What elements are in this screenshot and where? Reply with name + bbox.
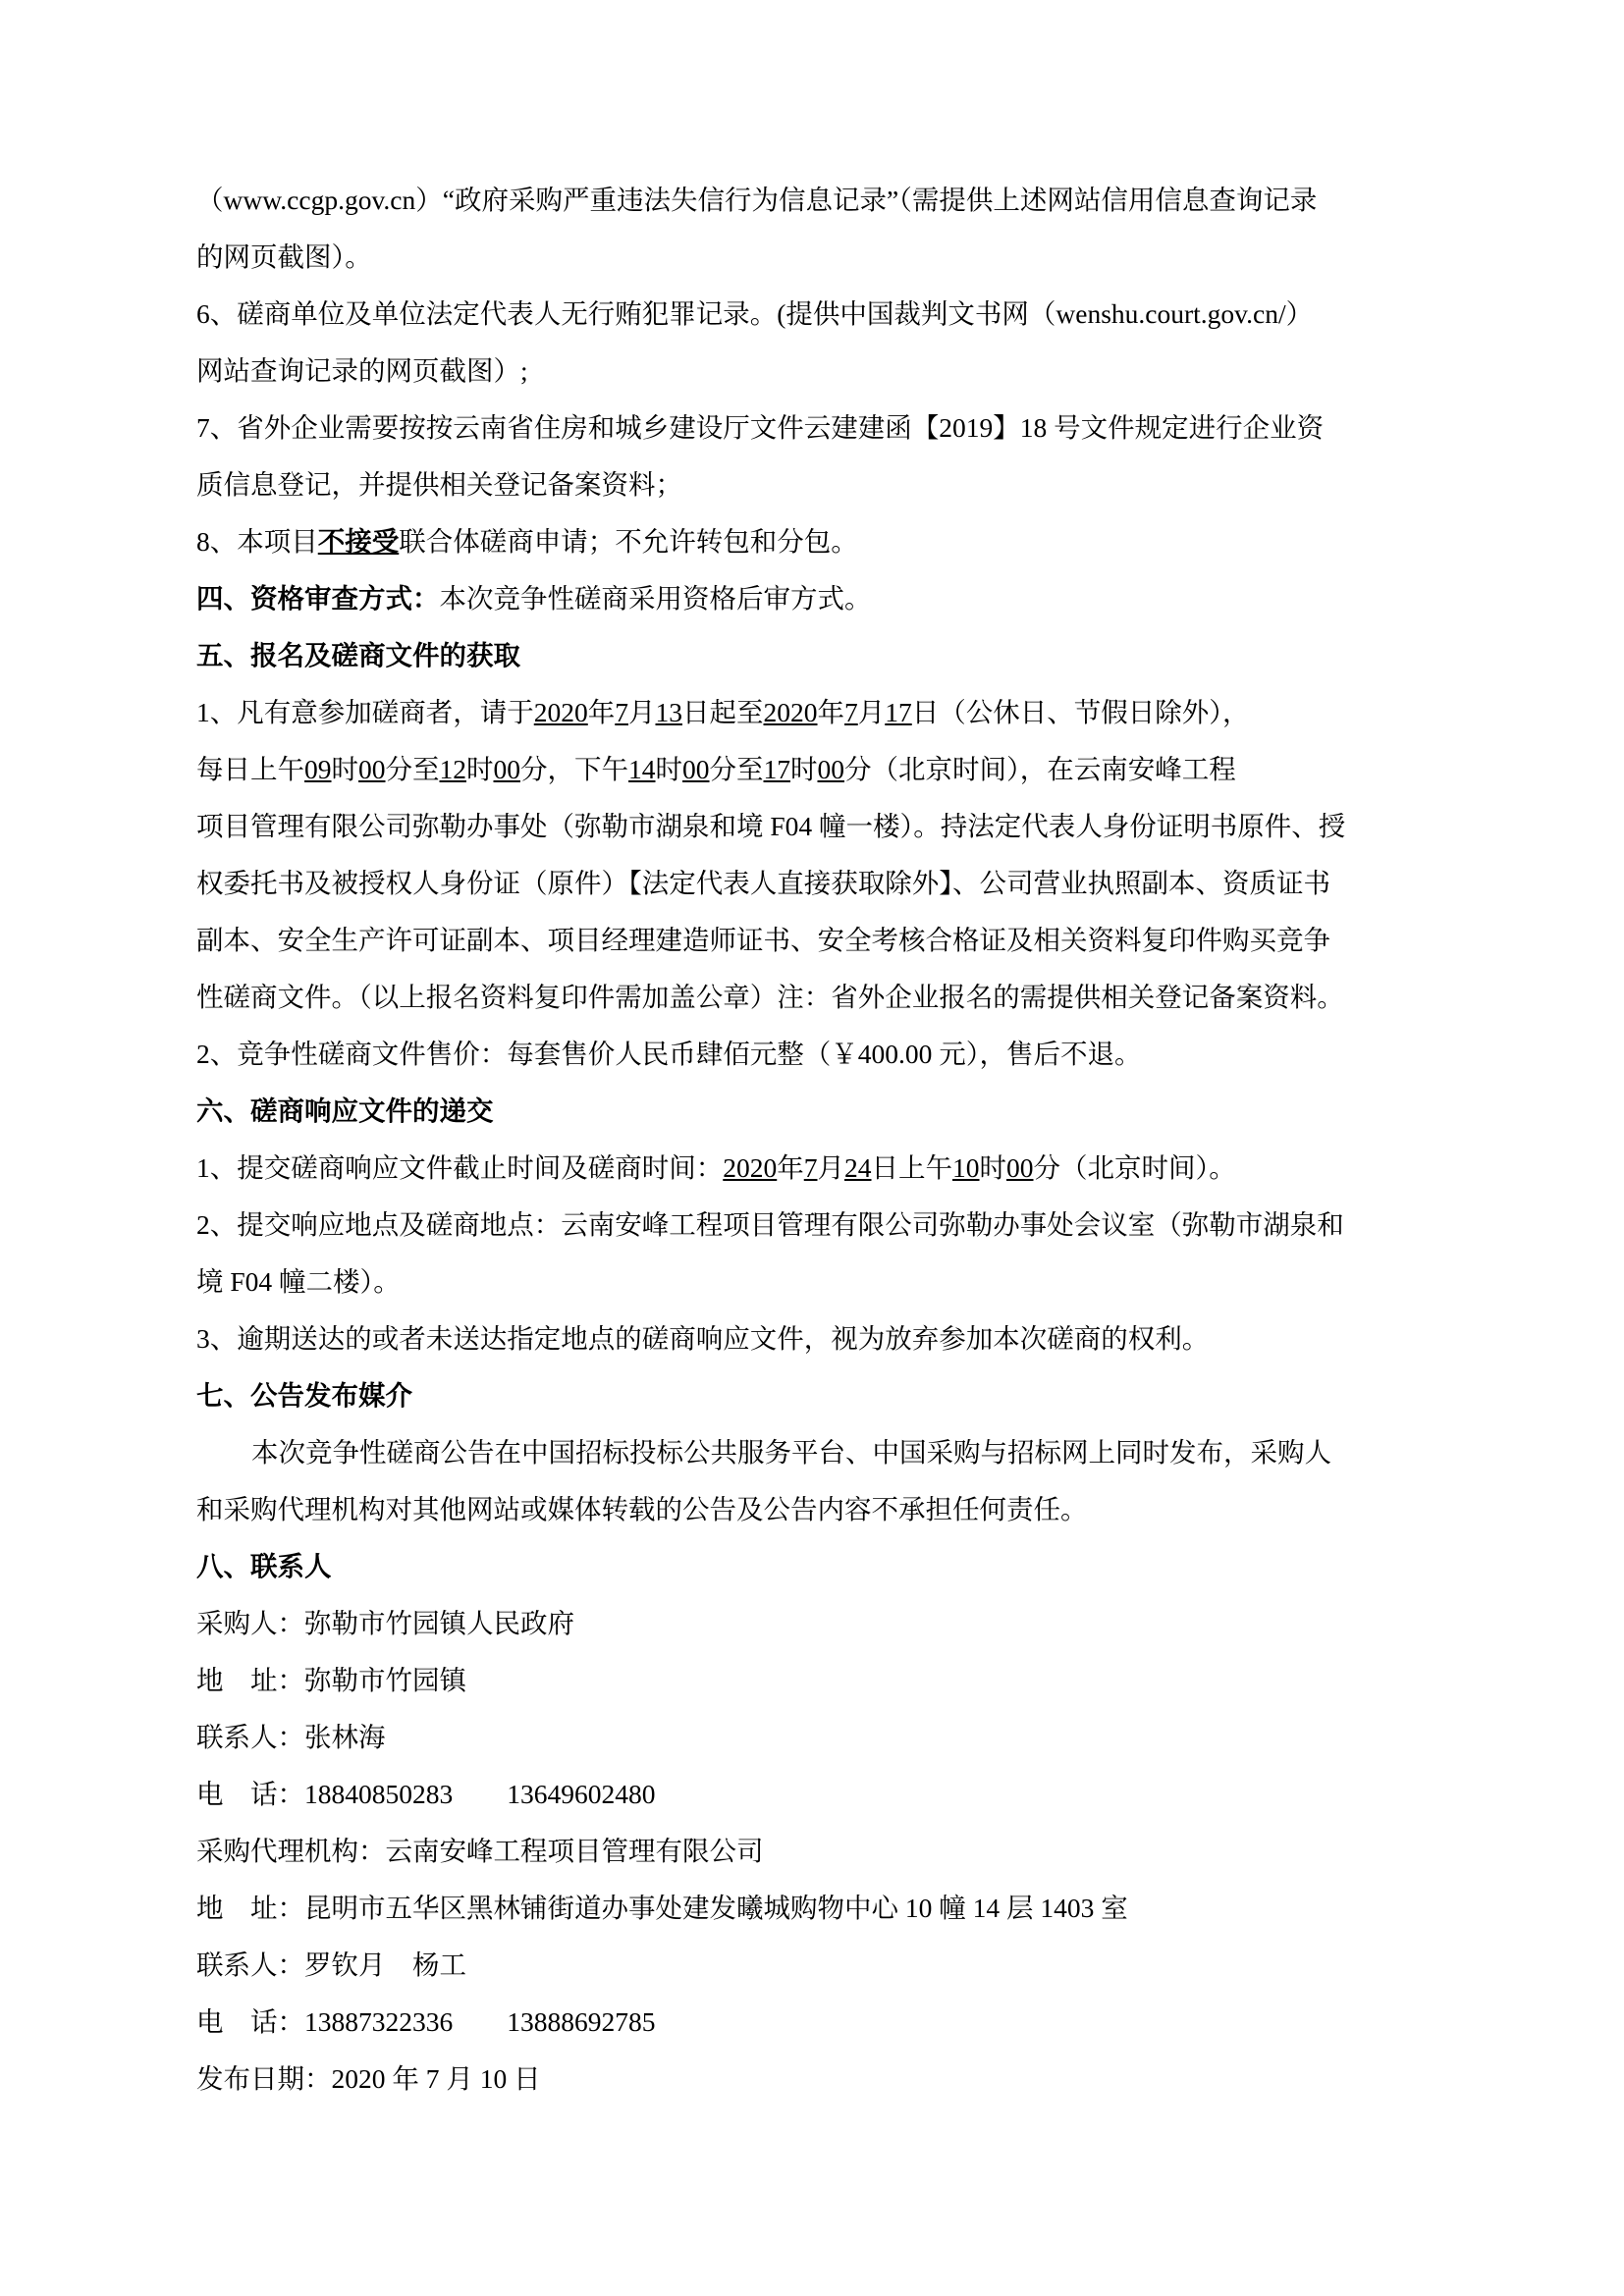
paragraph-item6-line2: 网站查询记录的网页截图）; xyxy=(196,355,528,386)
s5-am-start-min-unit: 分至 xyxy=(385,754,440,784)
contact-line-phone2 xyxy=(196,1994,1457,2051)
s6-day-unit: 日上午 xyxy=(871,1152,952,1183)
section-7-line2: 和采购代理机构对其他网站或媒体转载的公告及公告内容不承担任何责任。 xyxy=(196,1494,1088,1524)
s6-year: 2020 xyxy=(723,1152,778,1183)
s6-day: 24 xyxy=(844,1152,872,1183)
contact-agency-value: 云南安峰工程项目管理有限公司 xyxy=(385,1836,764,1866)
section-5-item1-line6: 性磋商文件。（以上报名资料复印件需加盖公章）注：省外企业报名的需提供相关登记备案资料。 xyxy=(196,982,1344,1012)
section-5-item1-line2 xyxy=(196,741,1457,798)
contact-phone1-value: 18840850283 13649602480 xyxy=(304,1779,656,1809)
contact-address2-value: 昆明市五华区黑林铺街道办事处建发曦城购物中心 10 幢 14 层 1403 室 xyxy=(304,1893,1128,1923)
contact-line-phone1 xyxy=(196,1766,1457,1823)
s5-i1-l1-a: 1、凡有意参加磋商者，请于 xyxy=(196,697,534,727)
contact-phone2-value: 13887322336 13888692785 xyxy=(304,2006,656,2037)
contact-line-address2 xyxy=(196,1880,1457,1937)
section-5-item2: 2、竞争性磋商文件售价：每套售价人民币肆佰元整（￥400.00 元），售后不退。 xyxy=(196,1039,1142,1069)
contact-address1-value: 弥勒市竹园镇 xyxy=(304,1665,466,1695)
contact-line-person1 xyxy=(196,1709,1457,1766)
s5-am-end-min-unit: 分，下午 xyxy=(520,754,628,784)
s5-pm-end-hour: 17 xyxy=(763,754,790,784)
paragraph-website-record-line1: （www.ccgp.gov.cn）“政府采购严重违法失信行为信息记录”（需提供上述网站信用信息查询记录 xyxy=(196,185,1318,215)
contact-line-purchaser xyxy=(196,1595,1457,1652)
s6-minute: 00 xyxy=(1006,1152,1034,1183)
s6-month-unit: 月 xyxy=(817,1152,844,1183)
contact-line-agency xyxy=(196,1823,1457,1880)
s5-i1-l1-b: （公休日、节假日除外）， xyxy=(939,697,1250,727)
s5-pm-start-hour-unit: 时 xyxy=(655,754,682,784)
contact-person2-value: 罗钦月 杨工 xyxy=(304,1949,466,1980)
section-5-heading: 五、报名及磋商文件的获取 xyxy=(196,640,520,670)
paragraph-item7-line2: 质信息登记，并提供相关登记备案资料； xyxy=(196,469,682,500)
section-5-item1-line1 xyxy=(196,684,1457,741)
s5-am-end-hour: 12 xyxy=(439,754,466,784)
contact-phone2-label: 电 话： xyxy=(196,2006,304,2037)
s6-hour-unit: 时 xyxy=(979,1152,1006,1183)
s6-i1-suffix: （北京时间）。 xyxy=(1060,1152,1236,1183)
s6-minute-unit: 分 xyxy=(1033,1152,1060,1183)
item8-emphasis: 不接受 xyxy=(317,526,400,557)
s5-start-day-unit: 日起至 xyxy=(682,697,764,727)
contact-line-person2 xyxy=(196,1937,1457,1994)
s5-am-end-hour-unit: 时 xyxy=(466,754,494,784)
section-7-line1: 本次竞争性磋商公告在中国招标投标公共服务平台、中国采购与招标网上同时发布，采购人 xyxy=(251,1437,1331,1468)
s5-end-year-unit: 年 xyxy=(817,697,844,727)
paragraph-item6-line1: 6、磋商单位及单位法定代表人无行贿犯罪记录。(提供中国裁判文书网（wenshu.court.gov.cn/） xyxy=(196,298,1314,329)
section-6-item2-line1: 2、提交响应地点及磋商地点：云南安峰工程项目管理有限公司弥勒办事处会议室（弥勒市湖泉和 xyxy=(196,1209,1344,1240)
s5-am-start-hour: 09 xyxy=(304,754,332,784)
contact-line-address1 xyxy=(196,1652,1457,1709)
s5-pm-end-min: 00 xyxy=(817,754,844,784)
s6-month: 7 xyxy=(803,1152,818,1183)
section-6-item2-line2: 境 F04 幢二楼）。 xyxy=(196,1266,401,1297)
section-5-item1-line4: 权委托书及被授权人身份证（原件）【法定代表人直接获取除外】、公司营业执照副本、资质证书 xyxy=(196,868,1330,898)
paragraph-item8 xyxy=(196,513,1457,570)
contact-person1-value: 张林海 xyxy=(304,1722,386,1752)
s6-hour: 10 xyxy=(952,1152,980,1183)
section-6-item3: 3、逾期送达的或者未送达指定地点的磋商响应文件，视为放弃参加本次磋商的权利。 xyxy=(196,1323,1210,1354)
section-8-heading: 八、联系人 xyxy=(196,1551,332,1581)
s5-am-start-hour-unit: 时 xyxy=(331,754,358,784)
section-4-heading: 四、资格审查方式： xyxy=(196,583,440,614)
section-5-item1-line5: 副本、安全生产许可证副本、项目经理建造师证书、安全考核合格证及相关资料复印件购买竞争 xyxy=(196,925,1330,955)
s5-end-day-unit: 日 xyxy=(911,697,940,727)
paragraph-website-record-line2: 的网页截图）。 xyxy=(196,241,372,272)
s5-start-day: 13 xyxy=(655,697,682,727)
s5-i1-l2-a: 每日上午 xyxy=(196,754,304,784)
s5-end-month-unit: 月 xyxy=(857,697,886,727)
section-5-item1-line3: 项目管理有限公司弥勒办事处（弥勒市湖泉和境 F04 幢一楼）。持法定代表人身份证明书原件、授 xyxy=(196,811,1346,841)
document-body xyxy=(196,172,1457,2108)
s5-end-year: 2020 xyxy=(763,697,818,727)
s6-i1-prefix: 1、提交磋商响应文件截止时间及磋商时间： xyxy=(196,1152,724,1183)
s5-pm-start-hour: 14 xyxy=(628,754,656,784)
contact-purchaser-value: 弥勒市竹园镇人民政府 xyxy=(304,1608,574,1638)
s5-i1-l2-b: （北京时间），在云南安峰工程 xyxy=(871,754,1236,784)
publish-date-value: 2020 年 7 月 10 日 xyxy=(331,2063,541,2094)
item8-suffix: 联合体磋商申请；不允许转包和分包。 xyxy=(399,526,858,557)
contact-address2-label: 地 址： xyxy=(196,1893,304,1923)
s5-pm-end-min-unit: 分 xyxy=(844,754,872,784)
s5-pm-end-hour-unit: 时 xyxy=(790,754,818,784)
s5-pm-start-min-unit: 分至 xyxy=(709,754,764,784)
contact-phone1-label: 电 话： xyxy=(196,1779,304,1809)
section-6-heading: 六、磋商响应文件的递交 xyxy=(196,1095,494,1126)
contact-purchaser-label: 采购人： xyxy=(196,1608,304,1638)
paragraph-item7-line1: 7、省外企业需要按按云南省住房和城乡建设厅文件云建建函【2019】18 号文件规定进行企业资 xyxy=(196,412,1325,443)
item8-prefix: 8、本项目 xyxy=(196,526,318,557)
section-7-heading: 七、公告发布媒介 xyxy=(196,1380,412,1411)
section-6-item1 xyxy=(196,1140,1457,1197)
contact-person1-label: 联系人： xyxy=(196,1722,304,1752)
s5-am-end-min: 00 xyxy=(493,754,520,784)
s5-start-month: 7 xyxy=(615,697,628,727)
publish-date-label: 发布日期： xyxy=(196,2063,332,2094)
s5-am-start-min: 00 xyxy=(358,754,386,784)
contact-address1-label: 地 址： xyxy=(196,1665,304,1695)
s5-start-month-unit: 月 xyxy=(628,697,656,727)
section-4-text: 本次竞争性磋商采用资格后审方式。 xyxy=(439,583,872,614)
section-4 xyxy=(196,570,1457,627)
s5-pm-start-min: 00 xyxy=(682,754,710,784)
contact-person2-label: 联系人： xyxy=(196,1949,304,1980)
s5-start-year: 2020 xyxy=(533,697,588,727)
s5-end-day: 17 xyxy=(885,697,912,727)
contact-agency-label: 采购代理机构： xyxy=(196,1836,386,1866)
s5-start-year-unit: 年 xyxy=(587,697,616,727)
contact-line-publish-date xyxy=(196,2051,1457,2108)
s5-end-month: 7 xyxy=(844,697,858,727)
s6-year-unit: 年 xyxy=(777,1152,804,1183)
